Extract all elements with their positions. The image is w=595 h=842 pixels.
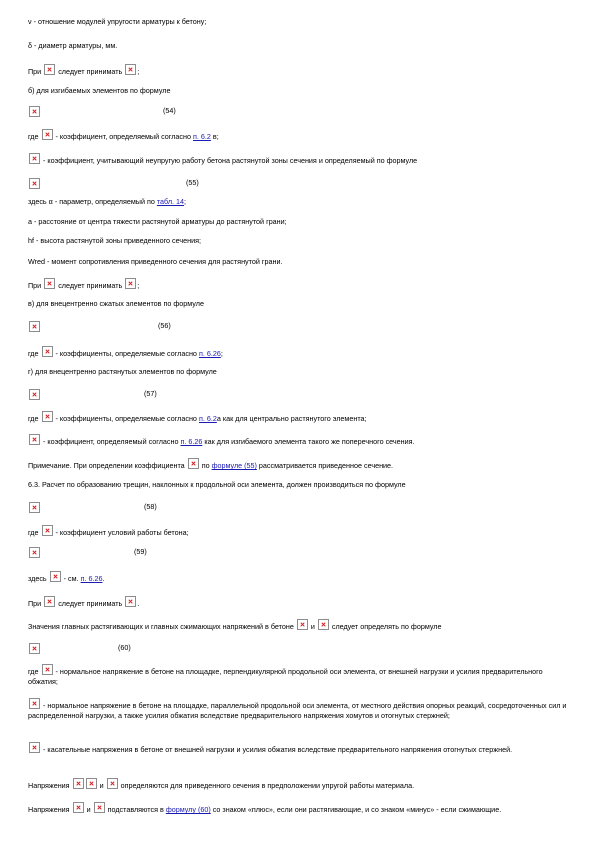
text-line: δ - диаметр арматуры, мм. xyxy=(28,41,118,50)
text-line: где - коэффициент, определяемый согласно п. 6.2 в; xyxy=(28,129,567,142)
broken-image-icon xyxy=(29,502,40,513)
broken-image-icon xyxy=(29,106,40,117)
text-line: ν - отношение модулей упругости арматуры к бетону; xyxy=(28,17,207,26)
broken-image-icon xyxy=(42,129,53,140)
text-line: где - коэффициент условий работы бетона; xyxy=(28,525,567,538)
broken-image-icon xyxy=(29,321,40,332)
text-line: - коэффициент, учитывающий неупругую работу бетона растянутой зоны сечения и определяемый по формуле xyxy=(28,153,567,166)
text-line: hf - высота растянутой зоны приведенного сечения; xyxy=(28,236,202,245)
broken-image-icon xyxy=(29,434,40,445)
equation-number: (57) xyxy=(144,389,157,398)
broken-image-icon xyxy=(29,178,40,189)
broken-image-icon xyxy=(44,64,55,75)
broken-image-icon xyxy=(94,802,105,813)
equation-number: (59) xyxy=(134,547,147,556)
broken-image-icon xyxy=(29,643,40,654)
broken-image-icon xyxy=(73,778,84,789)
text-line: здесь - см. п. 6.26. xyxy=(28,571,567,584)
text-line: б) для изгибаемых элементов по формуле xyxy=(28,86,171,95)
text-line: г) для внецентренно растянутых элементов по формуле xyxy=(28,367,217,376)
equation-number: (58) xyxy=(144,502,157,511)
broken-image-icon xyxy=(318,619,329,630)
broken-image-icon xyxy=(42,664,53,675)
text-line: в) для внецентренно сжатых элементов по формуле xyxy=(28,299,204,308)
broken-image-icon xyxy=(86,778,97,789)
equation-number: (56) xyxy=(158,321,171,330)
text-line: При следует принимать ; xyxy=(28,278,567,291)
text-line: а - расстояние от центра тяжести растянутой арматуры до растянутой грани; xyxy=(28,217,287,226)
link-table14[interactable]: табл. 14 xyxy=(156,197,185,206)
broken-image-icon xyxy=(42,346,53,357)
broken-image-icon xyxy=(42,411,53,422)
broken-image-icon xyxy=(125,596,136,607)
broken-image-icon xyxy=(42,525,53,536)
broken-image-icon xyxy=(29,547,40,558)
link-p626[interactable]: п. 6.26 xyxy=(80,574,103,583)
text-line: где - коэффициенты, определяемые согласно п. 6.2а как для центрально растянутого элемента; xyxy=(28,411,567,424)
formula-line xyxy=(28,321,567,334)
link-p626[interactable]: п. 6.26 xyxy=(180,437,203,446)
broken-image-icon xyxy=(50,571,61,582)
broken-image-icon xyxy=(44,278,55,289)
text-line: - касательные напряжения в бетоне от внешней нагрузки и усилия обжатия вследствие предварительного напряжения отогнутых стержней. xyxy=(28,742,567,755)
text-line: здесь α - параметр, определяемый по табл. 14; xyxy=(28,197,187,206)
text-line: При следует принимать ; xyxy=(28,64,567,77)
formula-line xyxy=(28,389,567,402)
broken-image-icon xyxy=(44,596,55,607)
broken-image-icon xyxy=(125,278,136,289)
text-line: где - коэффициенты, определяемые согласно п. 6.26; xyxy=(28,346,567,359)
text-line: При следует принимать . xyxy=(28,596,567,609)
broken-image-icon xyxy=(125,64,136,75)
link-formula55[interactable]: формуле (55) xyxy=(211,461,257,470)
formula-line xyxy=(28,643,567,656)
broken-image-icon xyxy=(107,778,118,789)
link-formula60[interactable]: формулу (60) xyxy=(165,805,211,814)
text-line: где - нормальное напряжение в бетоне на площадке, перпендикулярной продольной оси элемента, от внешней нагрузки и усилия предварительного обжатия; xyxy=(28,664,567,687)
equation-number: (55) xyxy=(186,178,199,187)
link-p626[interactable]: п. 6.26 xyxy=(198,349,221,358)
broken-image-icon xyxy=(297,619,308,630)
link-p62[interactable]: п. 6.2 xyxy=(192,132,211,141)
link-p62[interactable]: п. 6.2 xyxy=(198,414,217,423)
broken-image-icon xyxy=(29,389,40,400)
text-line: - нормальное напряжение в бетоне на площадке, параллельной продольной оси элемента, от местного действия опорных реакций, сосредоточенных сил и распределенной нагрузки, а также усилия обжатия вследствие предварительного напряжения хомутов и отогнутых стержней; xyxy=(28,698,567,721)
text-line: 6.3. Расчет по образованию трещин, наклонных к продольной оси элемента, должен производиться по формуле xyxy=(28,480,406,489)
broken-image-icon xyxy=(29,742,40,753)
text-line: - коэффициент, определяемый согласно п. 6.26 как для изгибаемого элемента такого же поперечного сечения. xyxy=(28,434,567,447)
equation-number: (60) xyxy=(118,643,131,652)
formula-line xyxy=(28,106,567,119)
text-line: Напряжения и подставляются в формулу (60) со знаком «плюс», если они растягивающие, и со знаком «минус» - если сжимающие. xyxy=(28,802,567,815)
text-line: Wred - момент сопротивления приведенного сечения для растянутой грани. xyxy=(28,257,283,266)
equation-number: (54) xyxy=(163,106,176,115)
broken-image-icon xyxy=(29,153,40,164)
formula-line xyxy=(28,547,567,560)
formula-line xyxy=(28,502,567,515)
broken-image-icon xyxy=(29,698,40,709)
formula-line xyxy=(28,178,567,191)
broken-image-icon xyxy=(188,458,199,469)
text-line: Напряжения и определяются для приведенного сечения в предположении упругой работы материала. xyxy=(28,778,567,791)
text-line: Значения главных растягивающих и главных сжимающих напряжений в бетоне и следует определять по формуле xyxy=(28,619,567,632)
text-line: Примечание. При определении коэффициента по формуле (55) рассматривается приведенное сечение. xyxy=(28,458,567,471)
broken-image-icon xyxy=(73,802,84,813)
